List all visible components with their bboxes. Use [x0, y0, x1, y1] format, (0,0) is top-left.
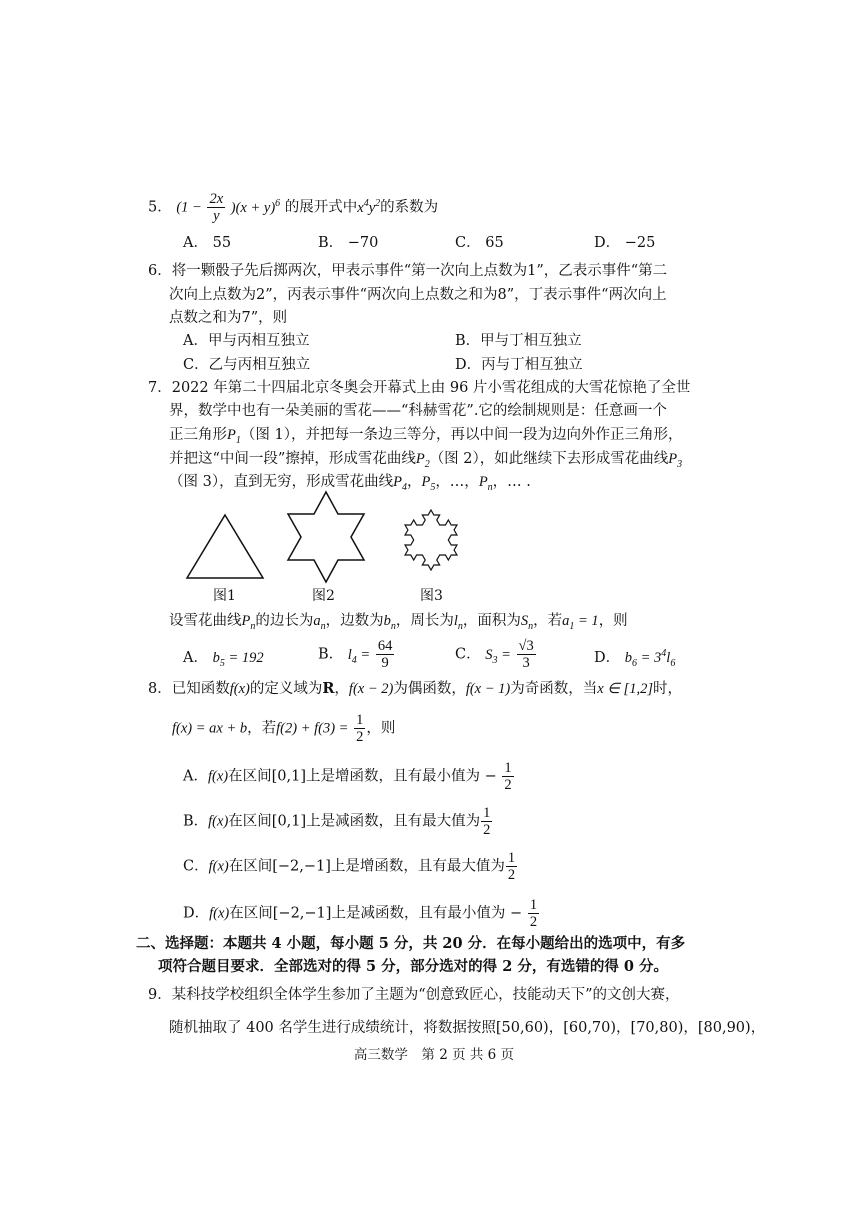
- q8-fx: f(x): [229, 681, 250, 697]
- figure-3-caption: 图3: [420, 588, 443, 604]
- q5-option-a[interactable]: [183, 233, 231, 253]
- option-fx: f(x): [208, 813, 229, 830]
- q5-tail-2: 的系数为: [380, 199, 439, 216]
- figure-1-triangle: [184, 512, 266, 582]
- option-fraction: $\frac{1}{2}$: [504, 760, 512, 793]
- q7-cond-d: ，周长为: [395, 613, 454, 629]
- q8-line-1e: 为偶函数，: [393, 681, 466, 697]
- option-fx: f(x): [209, 905, 230, 922]
- q5-option-b[interactable]: [318, 233, 378, 253]
- q7-cond-b: 的边长为: [255, 613, 314, 629]
- q7-cond-a: 设雪花曲线: [169, 613, 242, 629]
- option-expr: $S_3$ =: [485, 646, 511, 666]
- q7-line-4a: 并把这“中间一段”擦掉，形成雪花曲线: [169, 451, 416, 467]
- option-label: C．: [455, 235, 481, 251]
- q7-bn: $b_n$: [383, 613, 396, 632]
- section-2-heading: 二、选择题：本题共 4 小题，每小题 5 分，共 20 分．在每小题给出的选项中，有多: [136, 935, 686, 952]
- q6-option-c[interactable]: C．乙与丙相互独立: [183, 357, 311, 373]
- q6-option-a[interactable]: A．甲与丙相互独立: [183, 333, 310, 349]
- q7-pn-2: $P_n$: [241, 613, 256, 632]
- option-label: A．: [183, 768, 208, 785]
- section-2-heading-2: 项符合题目要求．全部选对的得 5 分，部分选对的得 2 分，有选错的得 0 分。: [158, 958, 669, 975]
- option-value: 65: [485, 235, 504, 251]
- q6-option-b[interactable]: B．甲与丁相互独立: [455, 333, 582, 349]
- option-text: 在区间[−2,−1]上是减函数，且有最小值为: [229, 905, 506, 922]
- option-label: B．: [318, 235, 344, 251]
- q5-option-d[interactable]: [594, 233, 655, 253]
- page-footer: 高三数学 第 2 页 共 6 页: [353, 1047, 515, 1063]
- figure-1-caption: 图1: [213, 588, 236, 604]
- option-label: D．: [594, 235, 621, 251]
- q7-line-5b: ，…，: [435, 474, 479, 490]
- q5-number: 5．: [148, 199, 172, 216]
- q7-line-3b: （图 1），并把每一条边三等分，再以中间一段为边向外作正三角形，: [240, 427, 683, 443]
- option-label: C．: [455, 646, 481, 663]
- q5-option-c[interactable]: [455, 233, 504, 253]
- q7-line-4: [169, 449, 682, 469]
- q5-term: $x^4y^2$: [357, 197, 381, 216]
- q7-ln: $l_n$: [453, 613, 463, 632]
- option-label: C．: [183, 858, 209, 875]
- q7-line-4b: （图 2），如此继续下去形成雪花曲线: [429, 451, 669, 467]
- q8-line-2: [172, 712, 395, 745]
- q8-reals: R: [322, 680, 335, 697]
- q7-an: $a_n$: [313, 613, 326, 632]
- option-fraction: $\frac{1}{2}$: [529, 897, 538, 930]
- q7-condition: [169, 611, 628, 631]
- q7-cond-c: ，边数为: [325, 613, 384, 629]
- q7-line-5: （图 3），直到无穷，形成雪花曲线$P_4$，$P_5$，…，$P_n$，… .: [169, 474, 531, 493]
- option-label: B．: [183, 813, 209, 830]
- q8-def: f(x) = ax + b: [172, 720, 248, 737]
- option-fraction: $\frac{1}{2}$: [507, 850, 516, 883]
- q7-p2: $P_2$: [415, 451, 430, 470]
- q5-fraction: $\frac{2x}{y}$: [209, 191, 224, 224]
- q6-line-2: 次向上点数为2”，丙表示事件“两次向上点数之和为8”，丁表示事件“两次向上: [169, 287, 667, 303]
- q8-domain: x ∈ [1,2]: [597, 681, 653, 697]
- option-value: 55: [212, 235, 232, 251]
- q8-line-1b: 的定义域为: [249, 681, 323, 697]
- q8-option-a[interactable]: A．f(x)在区间[0,1]上是增函数，且有最小值为 − $\frac{1}{2}$: [183, 760, 512, 793]
- q5-stem: [148, 191, 438, 224]
- option-fraction: $\frac{1}{2}$: [483, 805, 491, 838]
- q8-option-d[interactable]: D．f(x)在区间[−2,−1]上是减函数，且有最小值为 − $\frac{1}{2}$: [183, 897, 538, 930]
- q6-line-3: 点数之和为7”，则: [169, 310, 288, 326]
- q9-line-1: 9．某科技学校组织全体学生参加了主题为“创意致匠心，技能动天下”的文创大赛，: [148, 987, 680, 1003]
- q5-expression-2: )$(x + y)^6$: [230, 197, 281, 216]
- q8-line-1g: 时，: [652, 681, 682, 697]
- q8-line-1: [148, 679, 682, 699]
- q8-fx-2: f(x − 2): [348, 681, 394, 697]
- option-value: −70: [347, 235, 379, 251]
- q7-cond-f: ，若: [533, 613, 563, 629]
- koch-curve: [405, 510, 457, 570]
- q8-line-1f: 为奇函数，当: [510, 681, 598, 697]
- q7-p4: $P_4$: [393, 474, 407, 493]
- q7-option-d[interactable]: [594, 648, 675, 668]
- figure-3-koch-snowflake: [390, 490, 472, 585]
- q7-a1: $a_1 = 1$: [562, 613, 599, 632]
- figure-2-star: [285, 490, 367, 585]
- option-expr: $b_6 = 3^4l_6$: [624, 648, 676, 669]
- option-label: B．: [318, 646, 344, 663]
- q7-cond-g: ，则: [598, 613, 628, 629]
- q8-option-b[interactable]: [183, 805, 493, 838]
- q6-option-d[interactable]: D．丙与丁相互独立: [455, 357, 583, 373]
- option-fraction: $\frac{64}{9}$: [377, 638, 393, 671]
- option-expr: $b_5 = 192$: [212, 650, 264, 669]
- q8-line-2b: ，则: [366, 720, 396, 737]
- q5-expression: (1 −: [176, 199, 202, 216]
- option-fx: f(x): [208, 858, 229, 875]
- option-label: A．: [183, 235, 208, 251]
- q8-fx-1: f(x − 1): [465, 681, 511, 697]
- q7-sn: $S_n$: [520, 613, 534, 632]
- option-label: D．: [183, 905, 210, 922]
- q7-p3: $P_3$: [668, 451, 683, 470]
- q7-p1: $P_1$: [227, 427, 241, 446]
- option-label: A．: [183, 650, 208, 666]
- q7-p5: $P_5$: [421, 474, 436, 493]
- q9-line-2: 随机抽取了 400 名学生进行成绩统计，将数据按照[50,60)，[60,70)，[70,80)，[80,90)，: [169, 1020, 766, 1036]
- q7-option-b[interactable]: [318, 638, 395, 671]
- q7-line-2: 界，数学中也有一朵美丽的雪花——“科赫雪花”.它的绘制规则是：任意画一个: [169, 403, 667, 419]
- q7-line-1: 7．2022 年第二十四届北京冬奥会开幕式上由 96 片小雪花组成的大雪花惊艳了全世: [148, 380, 691, 396]
- option-fx: f(x): [207, 768, 229, 785]
- option-text: 在区间[0,1]上是增函数，且有最小值为: [228, 768, 480, 785]
- q7-line-5c: ，… .: [492, 474, 531, 490]
- q6-line-1: 6．将一颗骰子先后掷两次，甲表示事件“第一次向上点数为1”，乙表示事件“第二: [148, 263, 668, 279]
- q7-line-5a: （图 3），直到无穷，形成雪花曲线: [169, 474, 394, 490]
- q8-sum: f(2) + f(3) =: [276, 720, 349, 737]
- q7-line-3a: 正三角形: [169, 427, 227, 443]
- option-value: −25: [624, 235, 656, 251]
- q7-line-3: [169, 425, 682, 445]
- option-text: 在区间[−2,−1]上是增函数，且有最大值为: [228, 858, 505, 875]
- q5-tail: 的展开式中: [284, 199, 358, 216]
- q7-option-a[interactable]: [183, 648, 264, 668]
- q8-comma: ，: [334, 681, 349, 697]
- q8-line-2a: ，若: [247, 720, 277, 737]
- option-fraction: $\frac{√3}{3}$: [518, 638, 534, 671]
- q7-option-c[interactable]: [455, 638, 537, 671]
- q8-line-1a: 8．已知函数: [148, 681, 230, 697]
- option-expr: $l_4$ =: [347, 646, 371, 666]
- q7-cond-e: ，面积为: [462, 613, 521, 629]
- q8-fraction: $\frac{1}{2}$: [356, 712, 364, 745]
- option-label: D．: [594, 650, 621, 666]
- figure-2-caption: 图2: [312, 588, 335, 604]
- q8-option-c[interactable]: [183, 850, 518, 883]
- option-text: 在区间[0,1]上是减函数，且有最大值为: [228, 813, 481, 830]
- q7-pn: $P_n$: [478, 474, 493, 493]
